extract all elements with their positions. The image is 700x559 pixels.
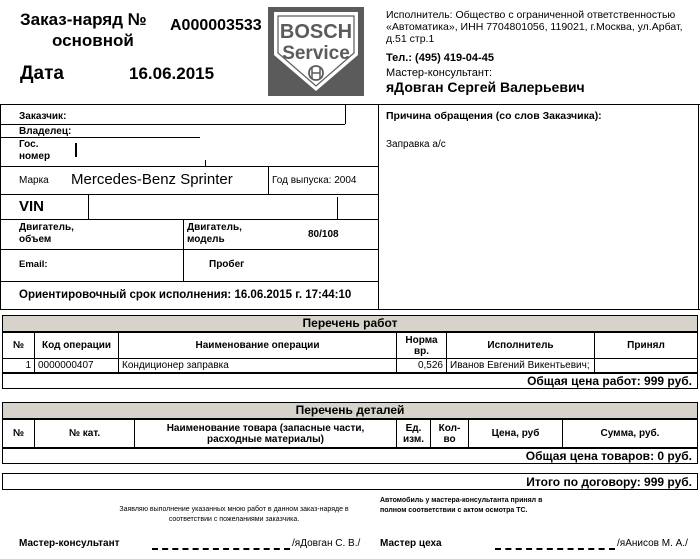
parts-col-qty: Кол-во	[431, 420, 469, 448]
works-col-executor: Исполнитель	[447, 333, 595, 359]
right-sign-line	[495, 548, 615, 550]
works-col-name: Наименование операции	[119, 333, 397, 359]
works-row-executor: Иванов Евгений Викентьевич;	[447, 359, 595, 373]
date-value: 16.06.2015	[129, 64, 215, 83]
left-sign-name: /яДовган С. В./	[292, 538, 361, 549]
table-row	[3, 359, 698, 373]
works-col-norm: Норма вр.	[397, 333, 447, 359]
left-sign-line	[152, 548, 290, 550]
divider	[0, 104, 700, 105]
reason-text: Заправка а/с	[386, 139, 446, 150]
parts-col-name: Наименование товара (запасные части, расходные материалы)	[135, 420, 397, 448]
right-sign-name: /яАнисов М. А./	[617, 538, 688, 549]
works-title: Перечень работ	[2, 315, 698, 332]
works-section	[2, 315, 698, 389]
parts-table	[2, 419, 698, 448]
statement-right: Автомобиль у мастера-консультанта принял в полном соответствии с актом осмотра ТС.	[380, 497, 543, 514]
parts-col-unit: Ед. изм.	[397, 420, 431, 448]
logo-line1: BOSCH	[279, 21, 353, 43]
works-col-num: №	[3, 333, 35, 359]
date-label: Дата	[20, 63, 64, 84]
contractor-text: Исполнитель: Общество с ограниченной ответственностью «Автоматика», ИНН 7704801056, 119021, г.Москва, ул.Арбат, д.51 стр.1	[386, 9, 683, 45]
works-total: Общая цена работ: 999 руб.	[2, 373, 698, 389]
logo-line2: Service	[282, 43, 350, 64]
parts-col-sum: Сумма, руб.	[563, 420, 698, 448]
works-col-accepted: Принял	[595, 333, 698, 359]
mileage-label: Пробег	[209, 259, 245, 270]
parts-title: Перечень деталей	[2, 402, 698, 419]
deadline-text: Ориентировочный срок исполнения: 16.06.2015 г. 17:44:10	[19, 289, 352, 301]
works-row-name: Кондиционер заправка	[119, 359, 397, 373]
vin-label: VIN	[19, 198, 45, 215]
parts-section	[2, 402, 698, 464]
consultant-label: Мастер-консультант:	[386, 67, 493, 79]
left-sign-label: Мастер-консультант	[19, 538, 120, 549]
contractor-phone: Тел.: (495) 419-04-45	[386, 52, 494, 64]
parts-col-num: №	[3, 420, 35, 448]
right-sign-label: Мастер цеха	[380, 538, 442, 549]
order-number: A000003533	[170, 17, 262, 34]
statement-left: Заявляю выполнение указанных мною работ в данном заказ-наряде в соответствии с пожеланиями заказчика.	[119, 506, 349, 523]
works-row-accepted	[595, 359, 698, 373]
make-value: Mercedes-Benz Sprinter	[71, 171, 233, 188]
owner-label: Владелец:	[19, 126, 72, 137]
bosch-service-logo-graphic	[268, 7, 364, 96]
year-label: Год выпуска: 2004	[272, 175, 357, 186]
works-table	[2, 332, 698, 373]
works-row-code: 0000000407	[35, 359, 119, 373]
title-line2: основной	[52, 31, 134, 50]
reason-label: Причина обращения (со слов Заказчика):	[386, 110, 602, 122]
consultant-name: яДовган Сергей Валерьевич	[386, 79, 585, 95]
bosch-service-logo	[268, 7, 364, 96]
parts-col-cat: № кат.	[35, 420, 135, 448]
works-col-code: Код операции	[35, 333, 119, 359]
parts-total: Общая цена товаров: 0 руб.	[2, 448, 698, 464]
works-row-num: 1	[3, 359, 35, 373]
grand-total: Итого по договору: 999 руб.	[2, 473, 698, 490]
title-line1: Заказ-наряд №	[20, 10, 147, 29]
engine-model-label: Двигатель, модель	[187, 222, 242, 245]
works-row-norm: 0,526	[397, 359, 447, 373]
make-label: Марка	[19, 175, 49, 186]
email-label: Email:	[19, 259, 48, 270]
engine-model-value: 80/108	[308, 229, 339, 240]
customer-label: Заказчик:	[19, 111, 67, 122]
parts-col-price: Цена, руб	[469, 420, 563, 448]
engine-volume-label: Двигатель, объем	[19, 222, 74, 245]
plate-label: Гос. номер	[19, 139, 51, 162]
